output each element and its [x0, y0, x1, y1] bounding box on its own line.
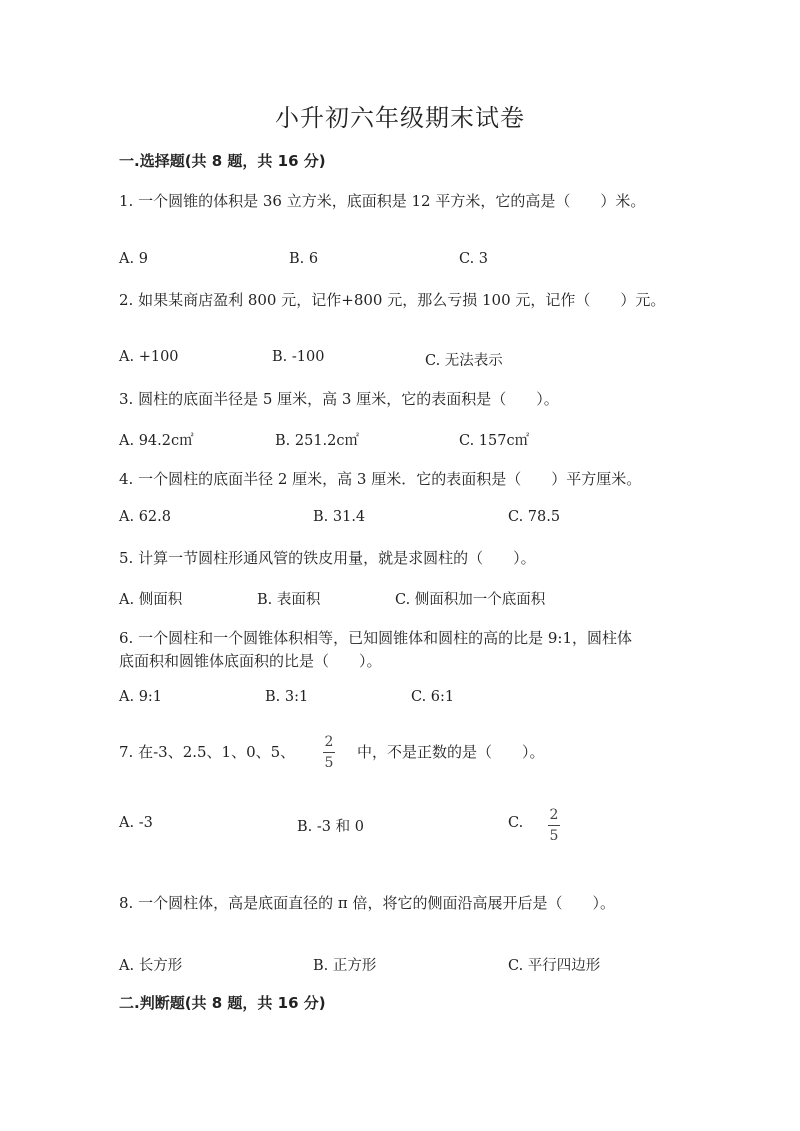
q1-option-a: A. 9	[119, 251, 148, 267]
q5-option-b: B. 表面积	[257, 592, 321, 608]
q7-option-c-fraction	[548, 808, 560, 843]
q7-fraction	[323, 735, 335, 770]
q5-option-c: C. 侧面积加一个底面积	[395, 592, 546, 608]
q7-option-b: B. -3 和 0	[297, 819, 364, 835]
question-6-line-2: 底面积和圆锥体底面积的比是（ ）。	[119, 652, 382, 670]
fraction-bar	[323, 752, 335, 753]
section-heading-true-false: 二.判断题(共 8 题，共 16 分)	[119, 994, 326, 1012]
q4-option-b: B. 31.4	[313, 509, 366, 525]
fraction-bar	[548, 825, 560, 826]
section-heading-multiple-choice: 一.选择题(共 8 题，共 16 分)	[119, 152, 326, 170]
q1-option-b: B. 6	[289, 251, 319, 267]
q7-option-c: C.	[508, 815, 524, 831]
q6-option-a: A. 9:1	[119, 689, 163, 705]
question-1: 1. 一个圆锥的体积是 36 立方米，底面积是 12 平方米，它的高是（ ）米。	[119, 192, 646, 210]
q6-option-c: C. 6:1	[411, 689, 455, 705]
question-6-line-1: 6. 一个圆柱和一个圆锥体积相等，已知圆锥体和圆柱的高的比是 9:1，圆柱体	[119, 629, 632, 647]
question-7-stem: 7. 在-3、2.5、1、0、5、	[119, 743, 296, 761]
question-3: 3. 圆柱的底面半径是 5 厘米，高 3 厘米，它的表面积是（ ）。	[119, 390, 559, 408]
q4-option-a: A. 62.8	[119, 509, 171, 525]
question-7-tail: 中，不是正数的是（ ）。	[357, 743, 545, 761]
q2-option-b: B. -100	[272, 349, 325, 365]
fraction-numerator: 2	[549, 807, 559, 823]
fraction-denominator: 5	[324, 755, 334, 771]
q5-option-a: A. 侧面积	[119, 592, 183, 608]
page-title: 小升初六年级期末试卷	[275, 104, 525, 132]
q7-option-a: A. -3	[119, 815, 153, 831]
q8-option-a: A. 长方形	[119, 958, 183, 974]
question-5: 5. 计算一节圆柱形通风管的铁皮用量，就是求圆柱的（ ）。	[119, 549, 536, 567]
q2-option-a: A. +100	[119, 349, 179, 365]
question-2: 2. 如果某商店盈利 800 元，记作+800 元，那么亏损 100 元，记作（ ）元。	[119, 291, 666, 309]
q2-option-c: C. 无法表示	[425, 353, 503, 369]
q3-option-a: A. 94.2c㎡	[119, 433, 194, 449]
q6-option-b: B. 3:1	[265, 689, 309, 705]
q3-option-c: C. 157c㎡	[459, 433, 530, 449]
q8-option-b: B. 正方形	[313, 958, 377, 974]
q8-option-c: C. 平行四边形	[508, 958, 601, 974]
fraction-numerator: 2	[324, 734, 334, 750]
question-4: 4. 一个圆柱的底面半径 2 厘米，高 3 厘米．它的表面积是（ ）平方厘米。	[119, 470, 642, 488]
fraction-denominator: 5	[549, 828, 559, 844]
q3-option-b: B. 251.2c㎡	[275, 433, 360, 449]
q1-option-c: C. 3	[459, 251, 489, 267]
question-8: 8. 一个圆柱体，高是底面直径的 π 倍，将它的侧面沿高展开后是（ ）。	[119, 894, 615, 912]
q4-option-c: C. 78.5	[508, 509, 561, 525]
